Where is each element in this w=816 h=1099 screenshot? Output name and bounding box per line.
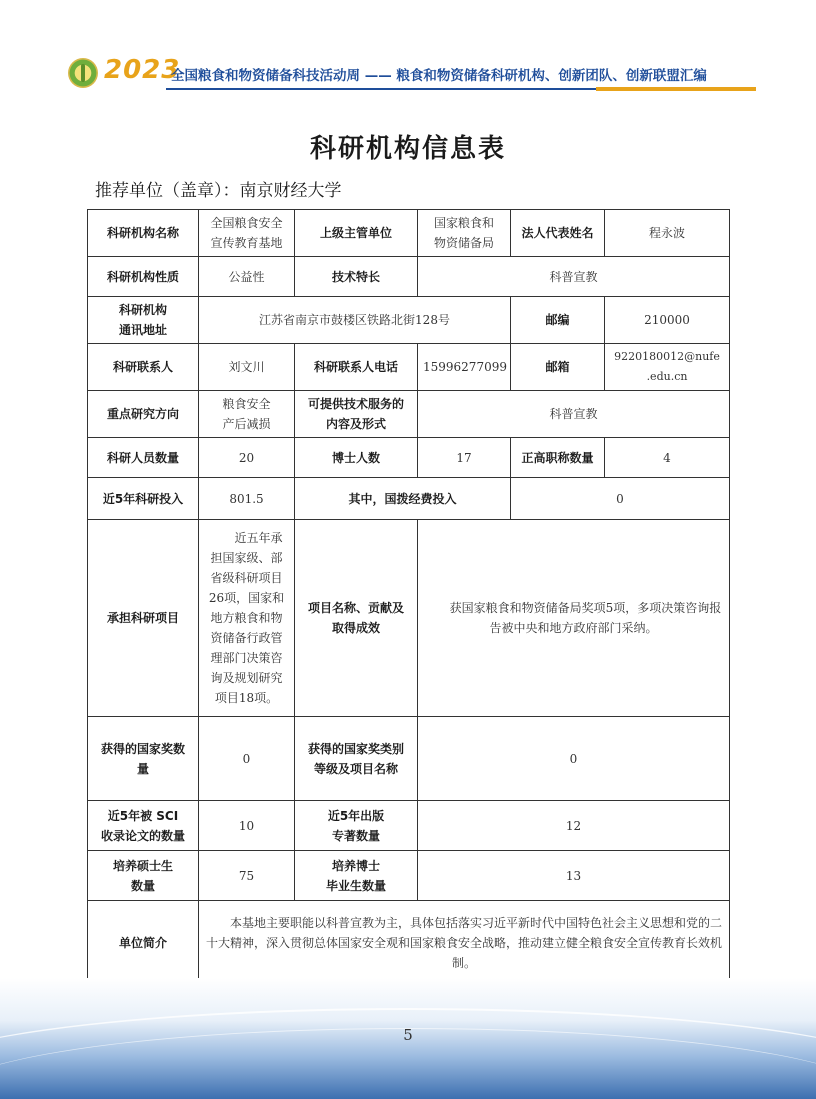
cell-label: 承担科研项目 bbox=[88, 520, 199, 717]
cell-value: 75 bbox=[199, 851, 295, 901]
cell-value: 国家粮食和 物资储备局 bbox=[418, 210, 511, 257]
table-row bbox=[88, 257, 730, 297]
cell-value: 210000 bbox=[605, 297, 730, 344]
cell-label: 科研联系人电话 bbox=[295, 344, 418, 391]
cell-value: 20 bbox=[199, 438, 295, 478]
table-row bbox=[88, 717, 730, 801]
cell-label: 邮箱 bbox=[511, 344, 605, 391]
table-row bbox=[88, 438, 730, 478]
cell-value: 801.5 bbox=[199, 478, 295, 520]
cell-value: 9220180012@nufe .edu.cn bbox=[605, 344, 730, 391]
cell-label: 获得的国家奖类别 等级及项目名称 bbox=[295, 717, 418, 801]
cell-value: 0 bbox=[418, 717, 730, 801]
cell-value: 全国粮食安全 宣传教育基地 bbox=[199, 210, 295, 257]
cell-label: 上级主管单位 bbox=[295, 210, 418, 257]
header-year: 2023 bbox=[104, 55, 181, 85]
recommend-unit: 推荐单位（盖章）：南京财经大学 bbox=[95, 181, 342, 201]
cell-value: 程永波 bbox=[605, 210, 730, 257]
table-row bbox=[88, 901, 730, 985]
document-title: 科研机构信息表 bbox=[309, 134, 506, 164]
cell-value: 15996277099 bbox=[418, 344, 511, 391]
table-row bbox=[88, 297, 730, 344]
cell-label: 博士人数 bbox=[295, 438, 418, 478]
table-row bbox=[88, 391, 730, 438]
cell-label: 单位简介 bbox=[88, 901, 199, 985]
table-row bbox=[88, 478, 730, 520]
cell-value: 公益性 bbox=[199, 257, 295, 297]
cell-value: 0 bbox=[511, 478, 730, 520]
header-divider-gold bbox=[596, 87, 756, 91]
header-title: 全国粮食和物资储备科技活动周 —— 粮食和物资储备科研机构、创新团队、创新联盟汇编 bbox=[171, 68, 707, 84]
institution-info-table bbox=[87, 209, 730, 985]
cell-label: 培养博士 毕业生数量 bbox=[295, 851, 418, 901]
table-row bbox=[88, 520, 730, 717]
cell-label: 重点研究方向 bbox=[88, 391, 199, 438]
header-divider-blue bbox=[166, 88, 596, 90]
cell-label: 近5年被 SCI 收录论文的数量 bbox=[88, 801, 199, 851]
cell-value: 江苏省南京市鼓楼区铁路北街128号 bbox=[199, 297, 511, 344]
cell-label: 技术特长 bbox=[295, 257, 418, 297]
cell-label: 项目名称、贡献及 取得成效 bbox=[295, 520, 418, 717]
cell-value: 科普宣教 bbox=[418, 391, 730, 438]
table-row bbox=[88, 210, 730, 257]
cell-value: 近五年承 担国家级、部 省级科研项目 26项，国家和 地方粮食和物 资储备行政管 理部门决策咨 询及规划研究 项目18项。 bbox=[199, 520, 295, 717]
cell-value: 12 bbox=[418, 801, 730, 851]
cell-value: 科普宣教 bbox=[418, 257, 730, 297]
cell-value: 粮食安全 产后减损 bbox=[199, 391, 295, 438]
cell-label: 近5年科研投入 bbox=[88, 478, 199, 520]
cell-value: 13 bbox=[418, 851, 730, 901]
table-row bbox=[88, 344, 730, 391]
cell-value: 获国家粮食和物资储备局奖项5项，多项决策咨询报告被中央和地方政府部门采纳。 bbox=[418, 520, 730, 717]
cell-label: 邮编 bbox=[511, 297, 605, 344]
table-row bbox=[88, 801, 730, 851]
cell-label: 科研机构性质 bbox=[88, 257, 199, 297]
cell-label: 正高职称数量 bbox=[511, 438, 605, 478]
page-header bbox=[66, 55, 756, 95]
cell-value: 本基地主要职能以科普宣教为主，具体包括落实习近平新时代中国特色社会主义思想和党的二十大精神，深入贯彻总体国家安全观和国家粮食安全战略，推动建立健全粮食安全宣传教育长效机制。 bbox=[199, 901, 730, 985]
cell-value: 4 bbox=[605, 438, 730, 478]
page-number: 5 bbox=[403, 1026, 413, 1044]
cell-value: 0 bbox=[199, 717, 295, 801]
cell-label: 获得的国家奖数 量 bbox=[88, 717, 199, 801]
cell-label: 法人代表姓名 bbox=[511, 210, 605, 257]
cell-label: 近5年出版 专著数量 bbox=[295, 801, 418, 851]
cell-label: 其中，国拨经费投入 bbox=[295, 478, 511, 520]
cell-label: 科研机构名称 bbox=[88, 210, 199, 257]
cell-value: 17 bbox=[418, 438, 511, 478]
cell-label: 科研人员数量 bbox=[88, 438, 199, 478]
cell-label: 培养硕士生 数量 bbox=[88, 851, 199, 901]
table-row bbox=[88, 851, 730, 901]
cell-value: 刘文川 bbox=[199, 344, 295, 391]
cell-label: 科研机构 通讯地址 bbox=[88, 297, 199, 344]
cell-value: 10 bbox=[199, 801, 295, 851]
cell-label: 科研联系人 bbox=[88, 344, 199, 391]
wheat-logo-icon bbox=[68, 58, 98, 88]
cell-label: 可提供技术服务的 内容及形式 bbox=[295, 391, 418, 438]
